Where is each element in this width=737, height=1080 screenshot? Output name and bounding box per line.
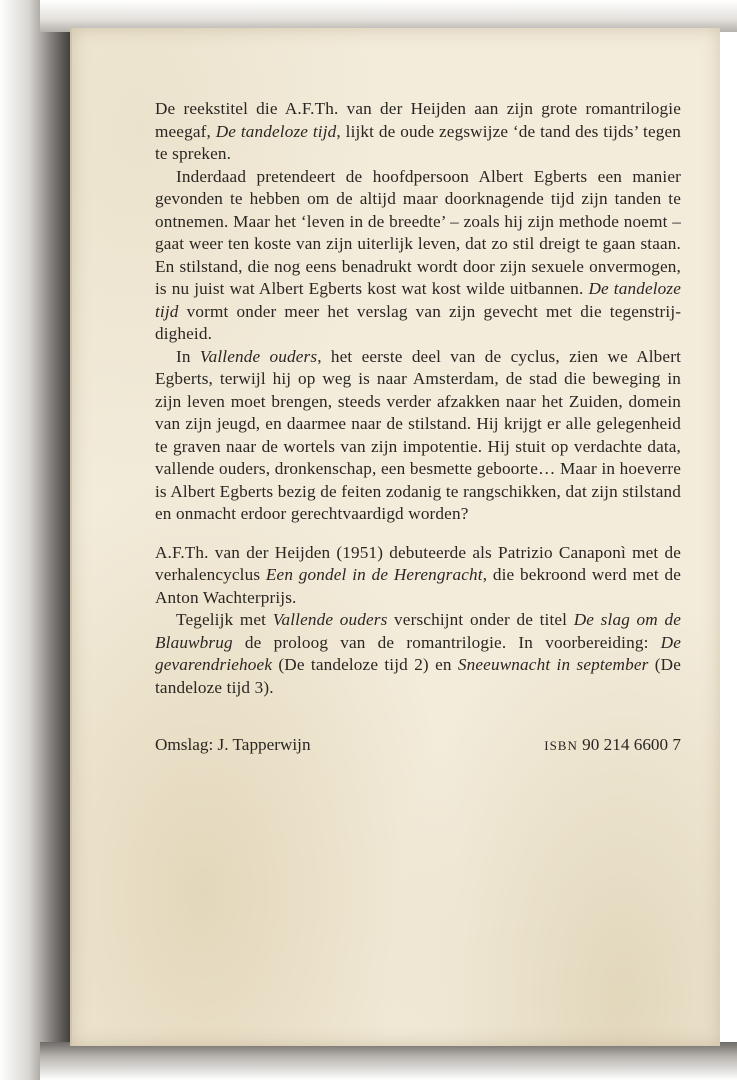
scan-shadow-left [0,0,72,1080]
blurb-paragraph-2: Inderdaad pretendeert de hoofdpersoon Albert Egberts een manier gevonden te hebben om de altijd maar doorknagende tijd zijn tanden te ontnemen. Maar het ‘leven in de breedte’ – zoals hij zijn methode noemt – gaat weer ten koste van zijn uiterlijk leven, dat zo stil dreigt te gaan staan. En stilstand, die nog eens benadrukt wordt door zijn sexuele onvermogen, is nu juist wat Albert Egberts kost wat kost wilde uitbannen. De tandeloze tijd vormt onder meer het verslag van zijn gevecht met die tegenstrijdigheid. [155,166,682,343]
cover-designer: Omslag: J. Tapperwijn [155,735,311,754]
scan-shadow-bottom [40,1042,737,1080]
isbn-number: 90 214 6600 7 [582,735,681,754]
author-paragraph-1: A.F.Th. van der Heijden (1951) debuteerde als Patrizio Canaponì met de verhalencyclus Een gondel in de Herengracht, die bekroond werd met de Anton Wachterprijs. [155,542,682,607]
blurb-paragraph-1: De reekstitel die A.F.Th. van der Heijden aan zijn grote romantrilogie meegaf, De tandeloze tijd, lijkt de oude zegswijze ‘de tand des tijds’ tegen te spreken. [155,99,681,163]
blurb-paragraph-3: In Vallende ouders, het eerste deel van de cyclus, zien we Albert Egberts, terwijl hij op weg is naar Amsterdam, de stad die beweging in zijn leven moet brengen, steeds verder afzakken naar het Zuiden, domein van zijn jeugd, en daarmee naar de stilstand. Hij krijgt er alle gelegenheid te graven naar de wortels van zijn impotentie. Hij stuit op verdachte data, vallende ouders, dronkenschap, een besmette geboorte… Maar in hoeverre is Albert Egberts bezig de feiten zodanig te rangschikken, dat zijn stilstand en onmacht erdoor gerechtvaardigd worden? [155,346,681,523]
credits-line [155,735,681,755]
isbn-label: ISBN [544,738,578,753]
author-paragraph-2: Tegelijk met Vallende ouders verschijnt onder de titel De slag om de Blauwbrug de proloog van de romantrilogie. In voorbereiding: De gevarendriehoek (De tandeloze tijd 2) en Sneeuwnacht in september (De tandeloze tijd 3). [155,610,682,697]
blurb-text [155,98,681,699]
isbn [544,735,681,755]
